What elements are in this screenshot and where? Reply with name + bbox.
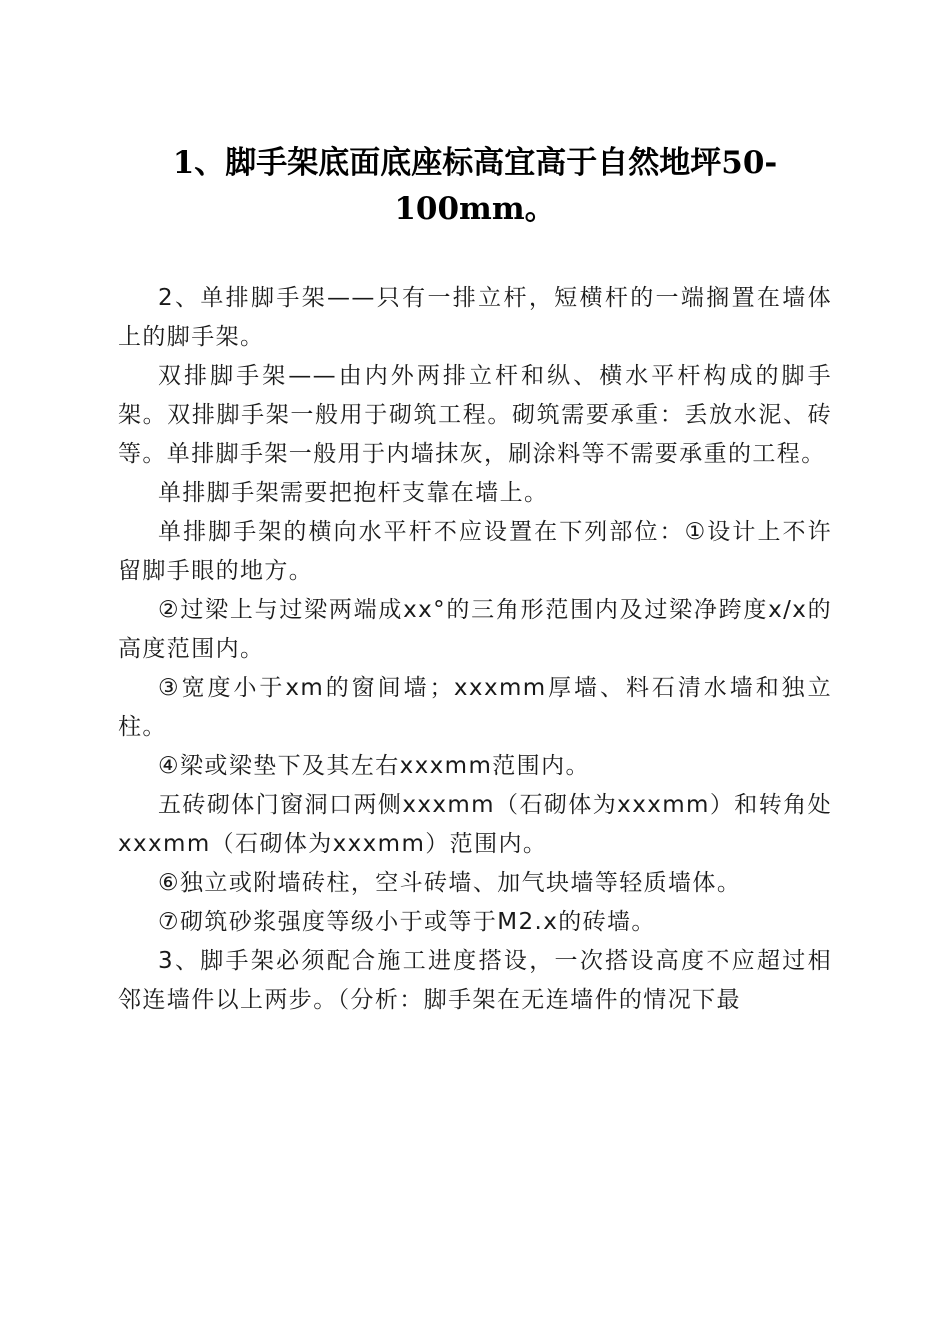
- paragraph: ②过梁上与过梁两端成xx°的三角形范围内及过梁净跨度x/x的高度范围内。: [118, 597, 832, 662]
- paragraph: ⑥独立或附墙砖柱，空斗砖墙、加气块墙等轻质墙体。: [158, 870, 742, 896]
- paragraph: 2、单排脚手架——只有一排立杆，短横杆的一端搁置在墙体上的脚手架。: [118, 285, 832, 350]
- paragraph: 3、脚手架必须配合施工进度搭设，一次搭设高度不应超过相邻连墙件以上两步。（分析：脚手架在无连墙件的情况下最: [118, 948, 832, 1013]
- paragraph: 单排脚手架的横向水平杆不应设置在下列部位：①设计上不许留脚手眼的地方。: [118, 519, 832, 584]
- paragraph: 双排脚手架——由内外两排立杆和纵、横水平杆构成的脚手架。双排脚手架一般用于砌筑工程。砌筑需要承重：丢放水泥、砖等。单排脚手架一般用于内墙抹灰，刷涂料等不需要承重的工程。: [118, 363, 832, 467]
- paragraph: ③宽度小于xm的窗间墙；xxxmm厚墙、料石清水墙和独立柱。: [118, 675, 832, 740]
- paragraph: 五砖砌体门窗洞口两侧xxxmm（石砌体为xxxmm）和转角处xxxmm（石砌体为xxxmm）范围内。: [118, 792, 832, 857]
- paragraph: ④梁或梁垫下及其左右xxxmm范围内。: [158, 753, 590, 779]
- paragraph: 单排脚手架需要把抱杆支靠在墙上。: [158, 480, 549, 506]
- document-body: [118, 279, 832, 1020]
- paragraph: ⑦砌筑砂浆强度等级小于或等于M2.x的砖墙。: [158, 909, 656, 935]
- document-title: 1、脚手架底面底座标高宜高于自然地坪50-100mm。: [172, 145, 778, 227]
